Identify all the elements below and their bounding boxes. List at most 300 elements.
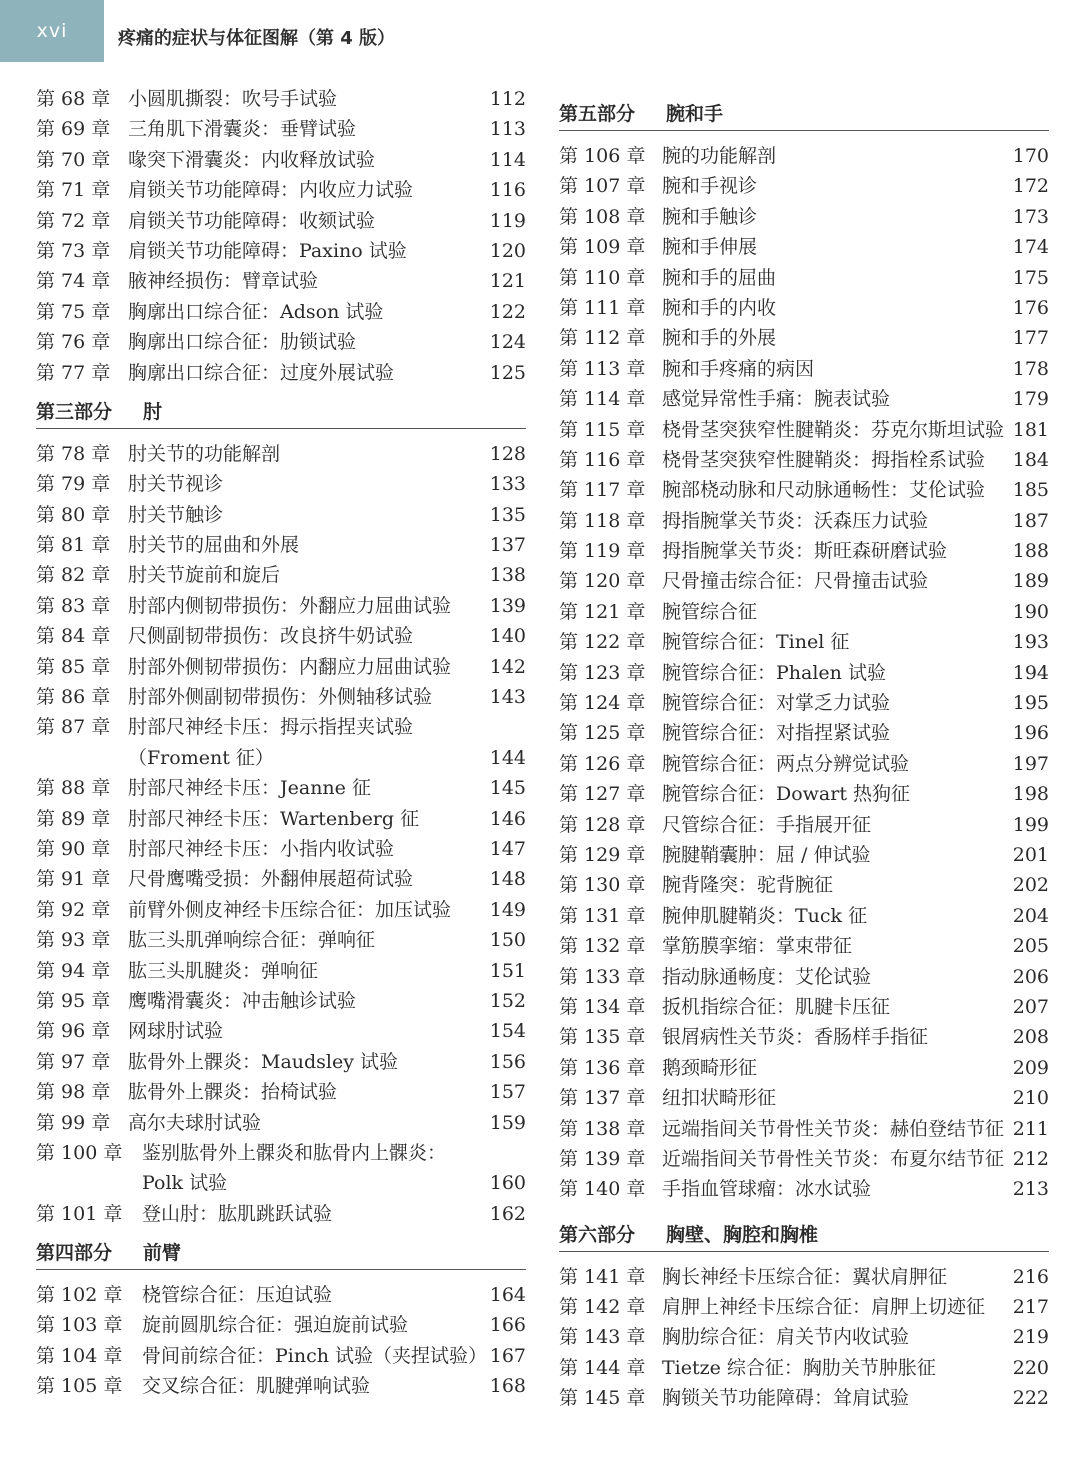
page-ref: 138 xyxy=(489,564,526,587)
chapter-number: 第 97 章 xyxy=(36,1050,111,1073)
section-number: 第三部分 xyxy=(36,400,113,423)
chapter-title: 胸廓出口综合征：过度外展试验 xyxy=(128,361,395,384)
chapter-title: 掌筋膜挛缩：掌束带征 xyxy=(662,935,853,958)
toc-list-elbow-cont xyxy=(36,1138,526,1229)
page-ref: 188 xyxy=(1012,540,1049,563)
toc-entry xyxy=(36,1016,526,1046)
page-ref: 148 xyxy=(489,868,526,891)
chapter-title: 肘关节的功能解剖 xyxy=(128,442,281,465)
chapter-title: 小圆肌撕裂：吹号手试验 xyxy=(128,88,338,110)
chapter-title: 腕和手疼痛的病因 xyxy=(662,357,815,380)
chapter-title: 肱三头肌腱炎：弹响征 xyxy=(128,959,319,982)
page-ref: 159 xyxy=(489,1111,526,1134)
chapter-number: 第 122 章 xyxy=(559,631,646,654)
chapter-title: 腕管综合征：对指捏紧试验 xyxy=(662,722,891,745)
page-ref: 175 xyxy=(1012,266,1049,289)
toc-entry xyxy=(559,1144,1049,1174)
toc-entry xyxy=(36,621,526,651)
page-ref: 184 xyxy=(1012,448,1049,471)
chapter-number: 第 86 章 xyxy=(36,686,111,709)
toc-entry xyxy=(36,1168,526,1198)
page-ref: 174 xyxy=(1012,236,1049,259)
chapter-number: 第 96 章 xyxy=(36,1020,111,1043)
page-ref: 206 xyxy=(1012,965,1049,988)
page-ref: 167 xyxy=(489,1344,526,1367)
toc-entry xyxy=(559,1383,1049,1413)
page-ref: 151 xyxy=(489,959,526,982)
toc-entry xyxy=(559,870,1049,900)
chapter-title: 腕管综合征：Phalen 试验 xyxy=(662,661,886,684)
chapter-number: 第 112 章 xyxy=(559,327,646,350)
page-ref: 133 xyxy=(489,473,526,496)
page-ref: 120 xyxy=(489,239,526,262)
page-ref: 173 xyxy=(1012,205,1049,228)
page-ref: 137 xyxy=(489,534,526,557)
toc-list-shoulder xyxy=(36,84,526,388)
chapter-number: 第 135 章 xyxy=(559,1026,646,1049)
page-ref: 220 xyxy=(1012,1356,1049,1379)
toc-entry xyxy=(559,992,1049,1022)
toc-entry xyxy=(559,627,1049,657)
toc-entry xyxy=(36,145,526,175)
chapter-title: 腕和手的内收 xyxy=(662,296,777,319)
section-heading-elbow xyxy=(36,398,526,429)
toc-entry xyxy=(36,925,526,955)
chapter-number: 第 105 章 xyxy=(36,1375,123,1398)
page-ref: 168 xyxy=(489,1375,526,1398)
page-ref: 164 xyxy=(489,1284,526,1307)
chapter-number: 第 85 章 xyxy=(36,655,111,678)
chapter-number: 第 110 章 xyxy=(559,266,646,289)
chapter-title: 胸锁关节功能障碍：耸肩试验 xyxy=(662,1387,910,1410)
chapter-title: 手指血管球瘤：冰水试验 xyxy=(662,1178,872,1201)
toc-entry xyxy=(36,560,526,590)
chapter-title: 腕管综合征 xyxy=(662,600,758,623)
chapter-title: 肘关节视诊 xyxy=(128,473,224,496)
page-ref: 194 xyxy=(1012,661,1049,684)
page-ref: 197 xyxy=(1012,752,1049,775)
chapter-number: 第 140 章 xyxy=(559,1178,646,1201)
page-ref: 114 xyxy=(489,148,526,171)
toc-entry xyxy=(36,1077,526,1107)
toc-entry xyxy=(36,1199,526,1229)
chapter-number: 第 94 章 xyxy=(36,959,111,982)
chapter-number: 第 142 章 xyxy=(559,1296,646,1319)
toc-entry xyxy=(559,1114,1049,1144)
toc-entry xyxy=(559,566,1049,596)
chapter-title: 扳机指综合征：肌腱卡压征 xyxy=(662,995,891,1018)
chapter-title: 尺骨鹰嘴受损：外翻伸展超荷试验 xyxy=(128,868,414,891)
page-ref: 143 xyxy=(489,686,526,709)
page-ref: 190 xyxy=(1012,600,1049,623)
toc-entry xyxy=(559,293,1049,323)
chapter-number: 第 82 章 xyxy=(36,564,111,587)
toc-entry xyxy=(559,506,1049,536)
toc-entry xyxy=(559,141,1049,171)
toc-entry xyxy=(36,175,526,205)
chapter-title: 纽扣状畸形征 xyxy=(662,1087,777,1110)
chapter-title: 腕管综合征：两点分辨觉试验 xyxy=(662,752,910,775)
page-ref: 178 xyxy=(1012,357,1049,380)
chapter-title: 远端指间关节骨性关节炎：赫伯登结节征 xyxy=(662,1117,1005,1140)
chapter-number: 第 98 章 xyxy=(36,1081,111,1104)
section-title: 肘 xyxy=(143,400,163,423)
page-number: xvi xyxy=(0,0,104,62)
toc-entry xyxy=(36,327,526,357)
page-ref: 213 xyxy=(1012,1178,1049,1201)
chapter-number: 第 124 章 xyxy=(559,692,646,715)
chapter-title: 拇指腕掌关节炎：斯旺森研磨试验 xyxy=(662,540,948,563)
chapter-number: 第 81 章 xyxy=(36,534,111,557)
toc-entry xyxy=(36,895,526,925)
chapter-title: 腕伸肌腱鞘炎：Tuck 征 xyxy=(662,904,868,927)
section-heading-chest xyxy=(559,1221,1049,1252)
chapter-number: 第 130 章 xyxy=(559,874,646,897)
chapter-title: 鉴别肱骨外上髁炎和肱骨内上髁炎： xyxy=(142,1141,447,1164)
page-ref: 199 xyxy=(1012,813,1049,836)
toc-entry xyxy=(36,804,526,834)
chapter-title: 指动脉通畅度：艾伦试验 xyxy=(662,965,872,988)
toc-entry xyxy=(559,475,1049,505)
chapter-number: 第 132 章 xyxy=(559,935,646,958)
chapter-number: 第 128 章 xyxy=(559,813,646,836)
chapter-number: 第 125 章 xyxy=(559,722,646,745)
chapter-number: 第 113 章 xyxy=(559,357,646,380)
section-number: 第六部分 xyxy=(559,1223,636,1246)
section-number: 第四部分 xyxy=(36,1242,113,1265)
toc-entry xyxy=(559,931,1049,961)
chapter-number: 第 145 章 xyxy=(559,1387,646,1410)
page-ref: 160 xyxy=(489,1172,526,1195)
chapter-title: 腕和手伸展 xyxy=(662,236,758,259)
toc-entry xyxy=(559,1322,1049,1352)
chapter-number: 第 77 章 xyxy=(36,361,111,384)
chapter-title: （Froment 征） xyxy=(128,746,274,769)
chapter-title: 腕管综合征：Tinel 征 xyxy=(662,631,850,654)
toc-entry xyxy=(559,536,1049,566)
section-title: 前臂 xyxy=(143,1242,182,1265)
page-ref: 170 xyxy=(1012,145,1049,167)
chapter-title: 银屑病性关节炎：香肠样手指征 xyxy=(662,1026,929,1049)
chapter-title: 肘关节旋前和旋后 xyxy=(128,564,281,587)
chapter-title: 肩胛上神经卡压综合征：肩胛上切迹征 xyxy=(662,1296,986,1319)
chapter-number: 第 88 章 xyxy=(36,777,111,800)
chapter-number: 第 79 章 xyxy=(36,473,111,496)
section-title: 胸壁、胸腔和胸椎 xyxy=(666,1223,819,1246)
chapter-title: 肘关节触诊 xyxy=(128,503,224,526)
chapter-title: 肱骨外上髁炎：抬椅试验 xyxy=(128,1081,338,1104)
chapter-title: 肱三头肌弹响综合征：弹响征 xyxy=(128,929,376,952)
toc-entry xyxy=(559,1022,1049,1052)
chapter-number: 第 114 章 xyxy=(559,388,646,411)
toc-entry xyxy=(36,206,526,236)
toc-entry xyxy=(36,1280,526,1310)
chapter-title: 腕和手的外展 xyxy=(662,327,777,350)
toc-entry xyxy=(559,1353,1049,1383)
chapter-title: 肘部尺神经卡压：Wartenberg 征 xyxy=(128,807,420,830)
page-ref: 150 xyxy=(489,929,526,952)
chapter-number: 第 139 章 xyxy=(559,1147,646,1170)
toc-entry xyxy=(36,773,526,803)
toc-entry xyxy=(559,202,1049,232)
chapter-number: 第 131 章 xyxy=(559,904,646,927)
chapter-title: 腕腱鞘囊肿：屈 / 伸试验 xyxy=(662,843,871,866)
chapter-number: 第 99 章 xyxy=(36,1111,111,1134)
toc-entry xyxy=(559,688,1049,718)
chapter-title: 肘部内侧韧带损伤：外翻应力屈曲试验 xyxy=(128,594,452,617)
section-title: 腕和手 xyxy=(666,103,724,125)
chapter-number: 第 100 章 xyxy=(36,1141,123,1164)
chapter-number: 第 115 章 xyxy=(559,418,646,441)
chapter-number: 第 103 章 xyxy=(36,1314,123,1337)
chapter-title: 鹰嘴滑囊炎：冲击触诊试验 xyxy=(128,989,357,1012)
chapter-number: 第 118 章 xyxy=(559,509,646,532)
chapter-title: 三角肌下滑囊炎：垂臂试验 xyxy=(128,118,357,141)
page-ref: 112 xyxy=(489,88,526,110)
toc-entry xyxy=(559,597,1049,627)
chapter-number: 第 89 章 xyxy=(36,807,111,830)
page-ref: 152 xyxy=(489,989,526,1012)
toc-entry xyxy=(36,1108,526,1138)
page-ref: 122 xyxy=(489,300,526,323)
page-ref: 113 xyxy=(489,118,526,141)
page-ref: 166 xyxy=(489,1314,526,1337)
page-ref: 157 xyxy=(489,1081,526,1104)
toc-entry xyxy=(36,84,526,114)
page-ref: 172 xyxy=(1012,175,1049,198)
page-ref: 187 xyxy=(1012,509,1049,532)
chapter-title: 肘部外侧韧带损伤：内翻应力屈曲试验 xyxy=(128,655,452,678)
toc-entry xyxy=(559,1292,1049,1322)
chapter-number: 第 91 章 xyxy=(36,868,111,891)
chapter-number: 第 133 章 xyxy=(559,965,646,988)
page-ref: 198 xyxy=(1012,783,1049,806)
chapter-number: 第 78 章 xyxy=(36,442,111,465)
page-ref: 205 xyxy=(1012,935,1049,958)
page-ref: 211 xyxy=(1012,1117,1049,1140)
toc-entry xyxy=(36,712,526,742)
toc-entry xyxy=(36,1371,526,1401)
chapter-number: 第 76 章 xyxy=(36,331,111,354)
chapter-number: 第 87 章 xyxy=(36,716,111,739)
toc-entry xyxy=(559,658,1049,688)
chapter-number: 第 71 章 xyxy=(36,179,111,202)
section-heading-wrist-hand xyxy=(559,100,1049,131)
chapter-number: 第 73 章 xyxy=(36,239,111,262)
toc-entry xyxy=(559,415,1049,445)
page-ref: 156 xyxy=(489,1050,526,1073)
chapter-title: 尺管综合征：手指展开征 xyxy=(662,813,872,836)
chapter-number: 第 102 章 xyxy=(36,1284,123,1307)
chapter-title: 网球肘试验 xyxy=(128,1020,224,1043)
page-ref: 177 xyxy=(1012,327,1049,350)
toc-entry xyxy=(36,114,526,144)
chapter-number: 第 143 章 xyxy=(559,1326,646,1349)
chapter-number: 第 138 章 xyxy=(559,1117,646,1140)
chapter-title: 腕管综合征：对掌乏力试验 xyxy=(662,692,891,715)
page-ref: 195 xyxy=(1012,692,1049,715)
page-ref: 140 xyxy=(489,625,526,648)
chapter-title: 桡骨茎突狭窄性腱鞘炎：芬克尔斯坦试验 xyxy=(662,418,1005,441)
chapter-title: 近端指间关节骨性关节炎：布夏尔结节征 xyxy=(662,1147,1005,1170)
chapter-title: 旋前圆肌综合征：强迫旋前试验 xyxy=(142,1314,409,1337)
page-ref: 142 xyxy=(489,655,526,678)
toc-entry xyxy=(559,718,1049,748)
page-ref: 201 xyxy=(1012,843,1049,866)
page-ref: 154 xyxy=(489,1020,526,1043)
chapter-number: 第 108 章 xyxy=(559,205,646,228)
page-ref: 210 xyxy=(1012,1087,1049,1110)
page-ref: 147 xyxy=(489,837,526,860)
page-ref: 144 xyxy=(489,746,526,769)
chapter-number: 第 104 章 xyxy=(36,1344,123,1367)
toc-entry xyxy=(559,354,1049,384)
chapter-number: 第 107 章 xyxy=(559,175,646,198)
chapter-title: 肱骨外上髁炎：Maudsley 试验 xyxy=(128,1050,399,1073)
chapter-title: 腕和手的屈曲 xyxy=(662,266,777,289)
page-ref: 219 xyxy=(1012,1326,1049,1349)
chapter-title: 桡管综合征：压迫试验 xyxy=(142,1284,333,1307)
chapter-title: 肘部尺神经卡压：小指内收试验 xyxy=(128,837,395,860)
chapter-number: 第 116 章 xyxy=(559,448,646,471)
chapter-title: 肩锁关节功能障碍：内收应力试验 xyxy=(128,179,414,202)
chapter-title: 胸廓出口综合征：Adson 试验 xyxy=(128,300,384,323)
page-ref: 207 xyxy=(1012,995,1049,1018)
toc-entry xyxy=(36,469,526,499)
chapter-title: 拇指腕掌关节炎：沃森压力试验 xyxy=(662,509,929,532)
toc-entry xyxy=(36,743,526,773)
chapter-number: 第 123 章 xyxy=(559,661,646,684)
page-ref: 181 xyxy=(1012,418,1049,441)
page-ref: 208 xyxy=(1012,1026,1049,1049)
toc-entry xyxy=(36,834,526,864)
page-ref: 119 xyxy=(489,209,526,232)
page-ref: 121 xyxy=(489,270,526,293)
toc-entry xyxy=(559,323,1049,353)
toc-entry xyxy=(559,171,1049,201)
chapter-number: 第 109 章 xyxy=(559,236,646,259)
page-ref: 209 xyxy=(1012,1056,1049,1079)
chapter-title: 腕背隆突：驼背腕征 xyxy=(662,874,834,897)
chapter-number: 第 84 章 xyxy=(36,625,111,648)
toc-entry xyxy=(559,263,1049,293)
chapter-number: 第 111 章 xyxy=(559,296,646,319)
section-number: 第五部分 xyxy=(559,103,636,125)
toc-entry xyxy=(36,500,526,530)
chapter-number: 第 117 章 xyxy=(559,479,646,502)
chapter-number: 第 74 章 xyxy=(36,270,111,293)
chapter-title: 鹅颈畸形征 xyxy=(662,1056,758,1079)
chapter-number: 第 137 章 xyxy=(559,1087,646,1110)
toc-entry xyxy=(36,682,526,712)
page-ref: 139 xyxy=(489,594,526,617)
chapter-title: Polk 试验 xyxy=(142,1172,228,1195)
chapter-title: 感觉异常性手痛：腕表试验 xyxy=(662,388,891,411)
toc-entry xyxy=(559,901,1049,931)
toc-entry xyxy=(559,445,1049,475)
chapter-title: 胸肋综合征：肩关节内收试验 xyxy=(662,1326,910,1349)
toc-entry xyxy=(559,840,1049,870)
toc-entry xyxy=(36,591,526,621)
toc-entry xyxy=(36,652,526,682)
toc-entry xyxy=(36,1310,526,1340)
toc-entry xyxy=(559,810,1049,840)
chapter-title: 登山肘：肱肌跳跃试验 xyxy=(142,1202,333,1225)
toc-entry xyxy=(36,1138,526,1168)
page-ref: 185 xyxy=(1012,479,1049,502)
toc-entry xyxy=(559,1174,1049,1204)
chapter-title: 肘部尺神经卡压：Jeanne 征 xyxy=(128,777,371,800)
toc-entry xyxy=(36,530,526,560)
section-heading-forearm xyxy=(36,1239,526,1270)
toc-list-wrist-hand xyxy=(559,141,1049,1205)
toc-entry xyxy=(36,1047,526,1077)
toc-entry xyxy=(559,749,1049,779)
toc-entry xyxy=(36,1341,526,1371)
toc-entry xyxy=(559,232,1049,262)
chapter-number: 第 134 章 xyxy=(559,995,646,1018)
chapter-number: 第 141 章 xyxy=(559,1265,646,1288)
page-ref: 146 xyxy=(489,807,526,830)
toc-entry xyxy=(559,962,1049,992)
toc-entry xyxy=(36,864,526,894)
chapter-number: 第 68 章 xyxy=(36,88,111,110)
page-ref: 135 xyxy=(489,503,526,526)
chapter-number: 第 93 章 xyxy=(36,929,111,952)
page-ref: 149 xyxy=(489,898,526,921)
page-ref: 162 xyxy=(489,1202,526,1225)
page-ref: 128 xyxy=(489,442,526,465)
page-ref: 202 xyxy=(1012,874,1049,897)
page-ref: 216 xyxy=(1012,1265,1049,1288)
toc-entry xyxy=(36,236,526,266)
chapter-title: 腕和手视诊 xyxy=(662,175,758,198)
page-ref: 145 xyxy=(489,777,526,800)
chapter-number: 第 129 章 xyxy=(559,843,646,866)
chapter-title: 肩锁关节功能障碍：收颏试验 xyxy=(128,209,376,232)
toc-entry xyxy=(559,1053,1049,1083)
page-ref: 196 xyxy=(1012,722,1049,745)
page-ref: 222 xyxy=(1012,1387,1049,1410)
chapter-title: Tietze 综合征：胸肋关节肿胀征 xyxy=(662,1356,936,1379)
chapter-title: 尺侧副韧带损伤：改良挤牛奶试验 xyxy=(128,625,414,648)
chapter-number: 第 101 章 xyxy=(36,1202,123,1225)
toc-entry xyxy=(36,297,526,327)
toc-entry xyxy=(36,956,526,986)
page-ref: 204 xyxy=(1012,904,1049,927)
toc-entry xyxy=(559,1262,1049,1292)
chapter-title: 胸长神经卡压综合征：翼状肩胛征 xyxy=(662,1265,948,1288)
chapter-number: 第 119 章 xyxy=(559,540,646,563)
page-ref: 179 xyxy=(1012,388,1049,411)
page-ref: 125 xyxy=(489,361,526,384)
chapter-title: 桡骨茎突狭窄性腱鞘炎：拇指栓系试验 xyxy=(662,448,986,471)
chapter-title: 胸廓出口综合征：肋锁试验 xyxy=(128,331,357,354)
chapter-number: 第 92 章 xyxy=(36,898,111,921)
page-ref: 176 xyxy=(1012,296,1049,319)
page-ref: 193 xyxy=(1012,631,1049,654)
toc-list-chest xyxy=(559,1262,1049,1414)
chapter-title: 尺骨撞击综合征：尺骨撞击试验 xyxy=(662,570,929,593)
chapter-title: 腕部桡动脉和尺动脉通畅性：艾伦试验 xyxy=(662,479,986,502)
page-ref: 212 xyxy=(1012,1147,1049,1170)
chapter-title: 肩锁关节功能障碍：Paxino 试验 xyxy=(128,239,407,262)
chapter-number: 第 144 章 xyxy=(559,1356,646,1379)
toc-right-column xyxy=(559,84,1049,1414)
chapter-title: 腕管综合征：Dowart 热狗征 xyxy=(662,783,911,806)
page-ref: 116 xyxy=(489,179,526,202)
chapter-title: 骨间前综合征：Pinch 试验（夹捏试验） xyxy=(142,1344,488,1367)
